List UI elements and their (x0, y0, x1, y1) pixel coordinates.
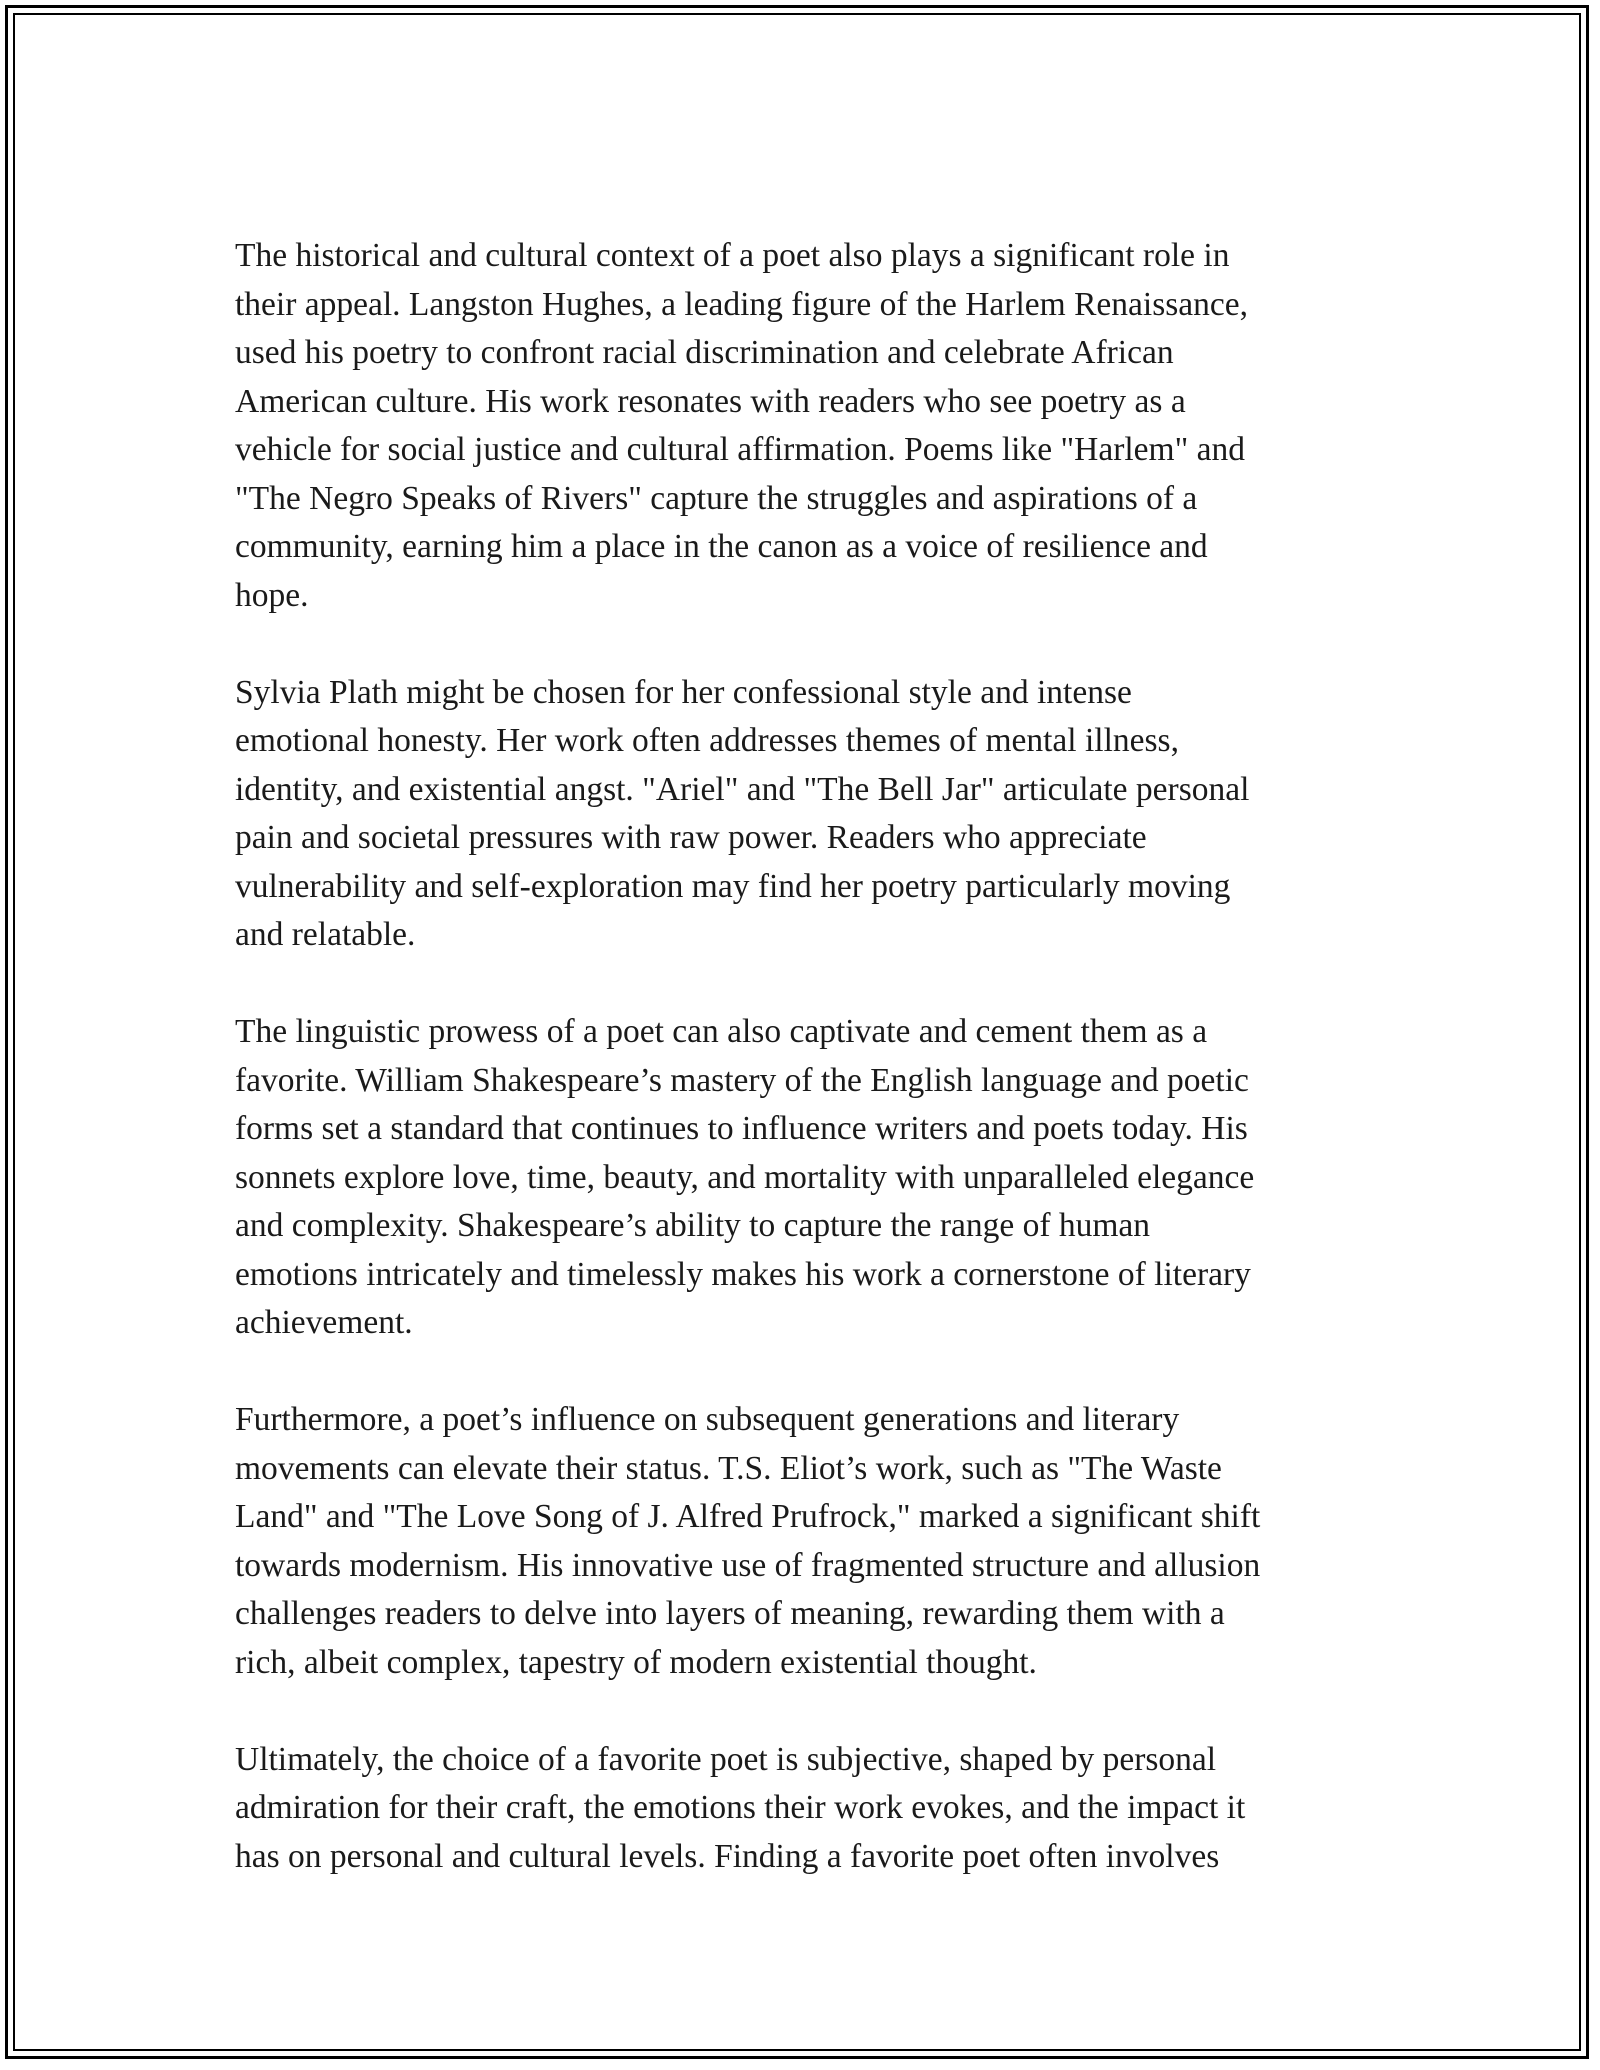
text-line: movements can elevate their status. T.S. Eliot’s work, such as "The Waste (235, 1449, 1222, 1487)
text-line: Sylvia Plath might be chosen for her confessional style and intense (235, 673, 1132, 711)
text-line: Land" and "The Love Song of J. Alfred Prufrock," marked a significant shift (235, 1498, 1261, 1535)
text-line: and relatable. (235, 916, 416, 953)
text-line: forms set a standard that continues to influence writers and poets today. His (235, 1110, 1248, 1147)
paragraph-langston-hughes (235, 232, 1375, 620)
paragraph-sylvia-plath (235, 669, 1375, 960)
text-line: community, earning him a place in the canon as a voice of resilience and (235, 528, 1208, 565)
text-line: The historical and cultural context of a poet also plays a significant role in (235, 237, 1230, 274)
text-line: The linguistic prowess of a poet can also captivate and cement them as a (235, 1013, 1208, 1050)
text-line: hope. (235, 576, 309, 614)
paragraph-conclusion (235, 1736, 1375, 1882)
text-line: has on personal and cultural levels. Finding a favorite poet often involves (235, 1837, 1220, 1875)
text-line: American culture. His work resonates with readers who see poetry as a (235, 382, 1186, 420)
text-line: and complexity. Shakespeare’s ability to capture the range of human (235, 1207, 1151, 1244)
text-line: rich, albeit complex, tapestry of modern existential thought. (235, 1643, 1037, 1681)
text-line: their appeal. Langston Hughes, a leading figure of the Harlem Renaissance, (235, 285, 1249, 323)
paragraph-ts-eliot (235, 1396, 1375, 1687)
text-line: emotions intricately and timelessly makes his work a cornerstone of literary (235, 1255, 1251, 1293)
document-body (235, 232, 1375, 1930)
paragraph-shakespeare (235, 1008, 1375, 1348)
text-line: favorite. William Shakespeare’s mastery of the English language and poetic (235, 1061, 1249, 1099)
text-line: vehicle for social justice and cultural affirmation. Poems like "Harlem" and (235, 431, 1246, 468)
text-line: sonnets explore love, time, beauty, and mortality with unparalleled elegance (235, 1158, 1255, 1196)
text-line: vulnerability and self-exploration may find her poetry particularly moving (235, 867, 1231, 905)
text-line: emotional honesty. Her work often addresses themes of mental illness, (235, 722, 1179, 759)
text-line: Ultimately, the choice of a favorite poet is subjective, shaped by personal (235, 1740, 1217, 1778)
text-line: challenges readers to delve into layers of meaning, rewarding them with a (235, 1595, 1225, 1632)
text-line: towards modernism. His innovative use of fragmented structure and allusion (235, 1546, 1261, 1584)
text-line: used his poetry to confront racial discrimination and celebrate African (235, 334, 1174, 371)
text-line: admiration for their craft, the emotions their work evokes, and the impact it (235, 1789, 1246, 1826)
text-line: Furthermore, a poet’s influence on subsequent generations and literary (235, 1401, 1180, 1438)
text-line: "The Negro Speaks of Rivers" capture the struggles and aspirations of a (235, 479, 1198, 517)
text-line: pain and societal pressures with raw power. Readers who appreciate (235, 819, 1147, 856)
text-line: identity, and existential angst. "Ariel" and "The Bell Jar" articulate personal (235, 770, 1250, 808)
text-line: achievement. (235, 1304, 413, 1341)
